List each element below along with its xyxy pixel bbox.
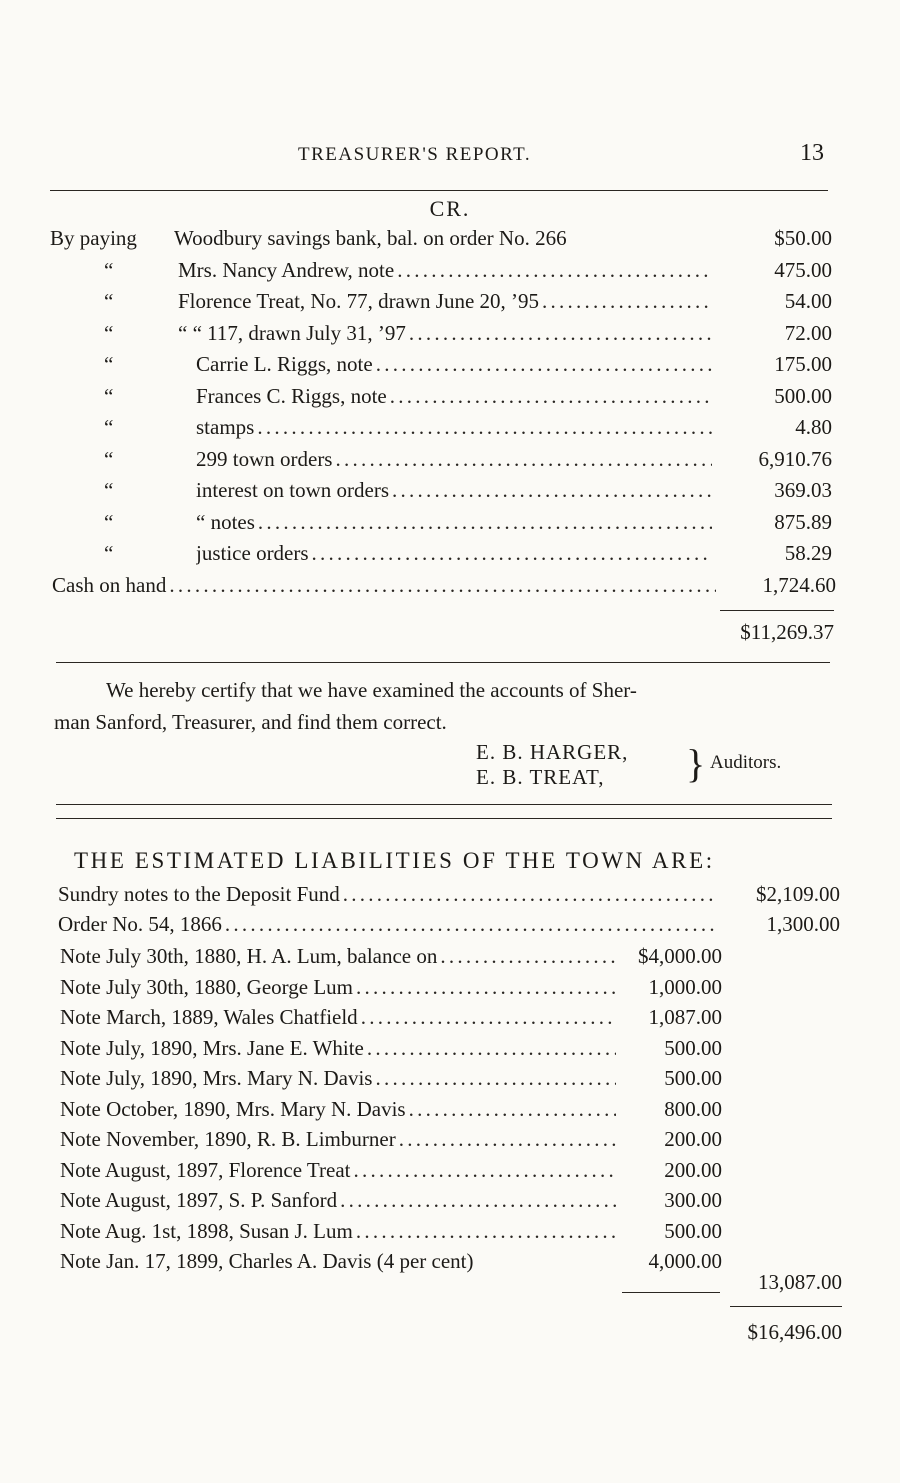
note-row (0, 1066, 900, 1096)
running-title: TREASURER'S REPORT. (298, 144, 532, 165)
row-description (58, 882, 716, 907)
row-amount: 500.00 (664, 1035, 722, 1060)
credit-row (0, 541, 900, 571)
leader-dots (375, 1066, 616, 1091)
row-amount: 500.00 (774, 383, 832, 408)
row-description (196, 541, 712, 566)
row-description (52, 573, 716, 598)
row-prefix: “ (104, 446, 114, 471)
row-amount: 54.00 (784, 289, 832, 313)
row-prefix: “ (104, 541, 114, 565)
leader-dots (399, 1127, 616, 1152)
row-amount: 200.00 (664, 1157, 722, 1182)
row-amount: 800.00 (664, 1096, 722, 1121)
credit-row (0, 447, 900, 477)
row-text: Note Aug. 1st, 1898, Susan J. Lum (60, 1218, 353, 1243)
notes-subtotal: 13,087.00 (758, 1270, 842, 1294)
row-text: Note November, 1890, R. B. Limburner (60, 1127, 396, 1151)
row-amount: 500.00 (664, 1218, 722, 1243)
row-amount: 175.00 (774, 352, 832, 376)
page-header (0, 140, 900, 170)
row-text: “ “ 117, drawn July 31, ’97 (178, 320, 406, 345)
row-text: Note July, 1890, Mrs. Jane E. White (60, 1035, 364, 1060)
leader-dots (340, 1188, 616, 1213)
certification-line-2: man Sanford, Treasurer, and find them correct. (54, 710, 447, 734)
row-amount: 369.03 (774, 478, 832, 502)
credit-row (0, 478, 900, 508)
note-row (0, 975, 900, 1005)
credits-total-row (0, 620, 900, 650)
note-row (0, 1005, 900, 1035)
leader-dots (356, 1219, 616, 1244)
row-description (60, 1066, 616, 1091)
liability-row (0, 912, 900, 942)
leader-dots (392, 478, 712, 503)
row-amount: 1,087.00 (648, 1005, 722, 1029)
row-prefix: “ (104, 352, 114, 376)
row-description (60, 1158, 616, 1183)
row-text: Frances C. Riggs, note (196, 383, 387, 408)
row-description (178, 289, 712, 314)
cash-on-hand-row (0, 573, 900, 603)
leader-dots (257, 415, 712, 440)
row-amount: $50.00 (774, 226, 832, 250)
leader-dots (225, 912, 716, 937)
row-description (60, 1127, 616, 1152)
row-prefix: “ (104, 289, 114, 313)
row-amount: $4,000.00 (638, 944, 722, 968)
row-text: Florence Treat, No. 77, drawn June 20, ’95 (178, 289, 540, 313)
row-prefix: “ (104, 383, 114, 408)
certification-line-1: We hereby certify that we have examined the accounts of Sher- (106, 678, 637, 702)
leader-dots (356, 975, 616, 1000)
note-row (0, 1158, 900, 1188)
row-description (178, 321, 712, 346)
note-row (0, 1219, 900, 1249)
row-description (196, 415, 712, 440)
double-rule-top (56, 804, 832, 805)
grand-total-row (0, 1320, 900, 1350)
row-description (60, 975, 616, 1000)
leader-dots (397, 258, 712, 283)
leader-dots (343, 882, 716, 907)
row-amount: 1,300.00 (766, 912, 840, 936)
row-text: Note July, 1890, Mrs. Mary N. Davis (60, 1066, 373, 1090)
grand-total-rule (730, 1306, 842, 1307)
row-prefix: “ (104, 257, 114, 282)
row-amount: 500.00 (664, 1066, 722, 1090)
leader-dots (440, 944, 616, 969)
page-number: 13 (800, 140, 824, 166)
row-description (196, 384, 712, 409)
row-amount: 1,000.00 (648, 974, 722, 999)
row-prefix: By paying (50, 226, 137, 250)
row-text: Note Jan. 17, 1899, Charles A. Davis (4 per cent) (60, 1249, 474, 1273)
credit-row (0, 226, 900, 256)
row-text: stamps (196, 415, 255, 439)
note-row (0, 1036, 900, 1066)
auditors-label: Auditors. (710, 752, 782, 773)
row-text: Note July 30th, 1880, George Lum (60, 974, 353, 999)
note-row (0, 944, 900, 974)
section-rule (56, 662, 830, 663)
row-amount: 200.00 (664, 1127, 722, 1151)
row-prefix: “ (104, 478, 114, 502)
row-description (60, 1005, 616, 1030)
leader-dots (353, 1158, 616, 1183)
row-text: 299 town orders (196, 446, 333, 471)
leader-dots (390, 384, 712, 409)
header-rule (50, 190, 828, 191)
row-description (174, 226, 712, 251)
leader-dots (542, 289, 712, 314)
row-description (196, 447, 712, 472)
row-prefix: “ (104, 320, 114, 345)
row-text: Sundry notes to the Deposit Fund (58, 882, 340, 906)
row-text: Note March, 1889, Wales Chatfield (60, 1005, 358, 1029)
credits-total: $11,269.37 (740, 620, 834, 644)
row-description (60, 1097, 616, 1122)
credit-row (0, 321, 900, 351)
row-amount: 58.29 (784, 541, 832, 565)
row-description (60, 1188, 616, 1213)
row-amount: 4.80 (795, 415, 832, 439)
credit-row (0, 415, 900, 445)
note-row (0, 1127, 900, 1157)
row-text: Carrie L. Riggs, note (196, 352, 373, 376)
auditor-harger: E. B. HARGER, (476, 740, 629, 764)
credit-row (0, 510, 900, 540)
row-amount: 72.00 (784, 320, 832, 345)
row-amount: 300.00 (664, 1188, 722, 1212)
auditor-treat: E. B. TREAT, (476, 765, 605, 789)
row-description (196, 352, 712, 377)
row-text: Cash on hand (52, 572, 167, 597)
credits-total-rule (720, 610, 834, 611)
note-row (0, 1188, 900, 1218)
leader-dots (409, 321, 712, 346)
leader-dots (169, 573, 716, 598)
leader-dots (409, 1097, 616, 1122)
double-rule-bottom (56, 818, 832, 819)
leader-dots (335, 447, 712, 472)
leader-dots (376, 352, 712, 377)
credit-row (0, 258, 900, 288)
credits-heading: CR. (429, 196, 471, 221)
liabilities-heading: THE ESTIMATED LIABILITIES OF THE TOWN ARE: (74, 848, 715, 873)
row-amount: 875.89 (774, 509, 832, 534)
row-text: Woodbury savings bank, bal. on order No. 266 (174, 226, 567, 250)
row-text: Note July 30th, 1880, H. A. Lum, balance on (60, 944, 438, 968)
note-row (0, 1097, 900, 1127)
credit-row (0, 352, 900, 382)
row-amount: 6,910.76 (758, 446, 832, 471)
row-amount: 1,724.60 (762, 572, 836, 597)
row-description (60, 1219, 616, 1244)
row-description (196, 478, 712, 503)
row-text: “ notes (196, 509, 255, 534)
row-amount: $2,109.00 (756, 882, 840, 906)
leader-dots (258, 510, 712, 535)
row-description (58, 912, 716, 937)
row-text: Note August, 1897, Florence Treat (60, 1157, 351, 1182)
row-text: Order No. 54, 1866 (58, 912, 222, 936)
credit-row (0, 289, 900, 319)
leader-dots (361, 1005, 616, 1030)
row-prefix: “ (104, 509, 114, 534)
grand-total: $16,496.00 (747, 1320, 842, 1344)
row-text: interest on town orders (196, 478, 390, 502)
auditors-brace: } (686, 741, 706, 786)
row-text: Note October, 1890, Mrs. Mary N. Davis (60, 1096, 406, 1121)
notes-subtotal-row (0, 1270, 900, 1300)
row-text: Mrs. Nancy Andrew, note (178, 257, 395, 282)
liability-row (0, 882, 900, 912)
row-text: justice orders (196, 541, 309, 565)
row-description (60, 1036, 616, 1061)
credit-row (0, 384, 900, 414)
row-description (60, 944, 616, 969)
row-description (196, 510, 712, 535)
leader-dots (367, 1036, 616, 1061)
row-text: Note August, 1897, S. P. Sanford (60, 1188, 338, 1212)
leader-dots (312, 541, 712, 566)
row-amount: 475.00 (774, 257, 832, 282)
row-prefix: “ (104, 415, 114, 439)
row-description (178, 258, 712, 283)
row-amount: 4,000.00 (648, 1249, 722, 1273)
